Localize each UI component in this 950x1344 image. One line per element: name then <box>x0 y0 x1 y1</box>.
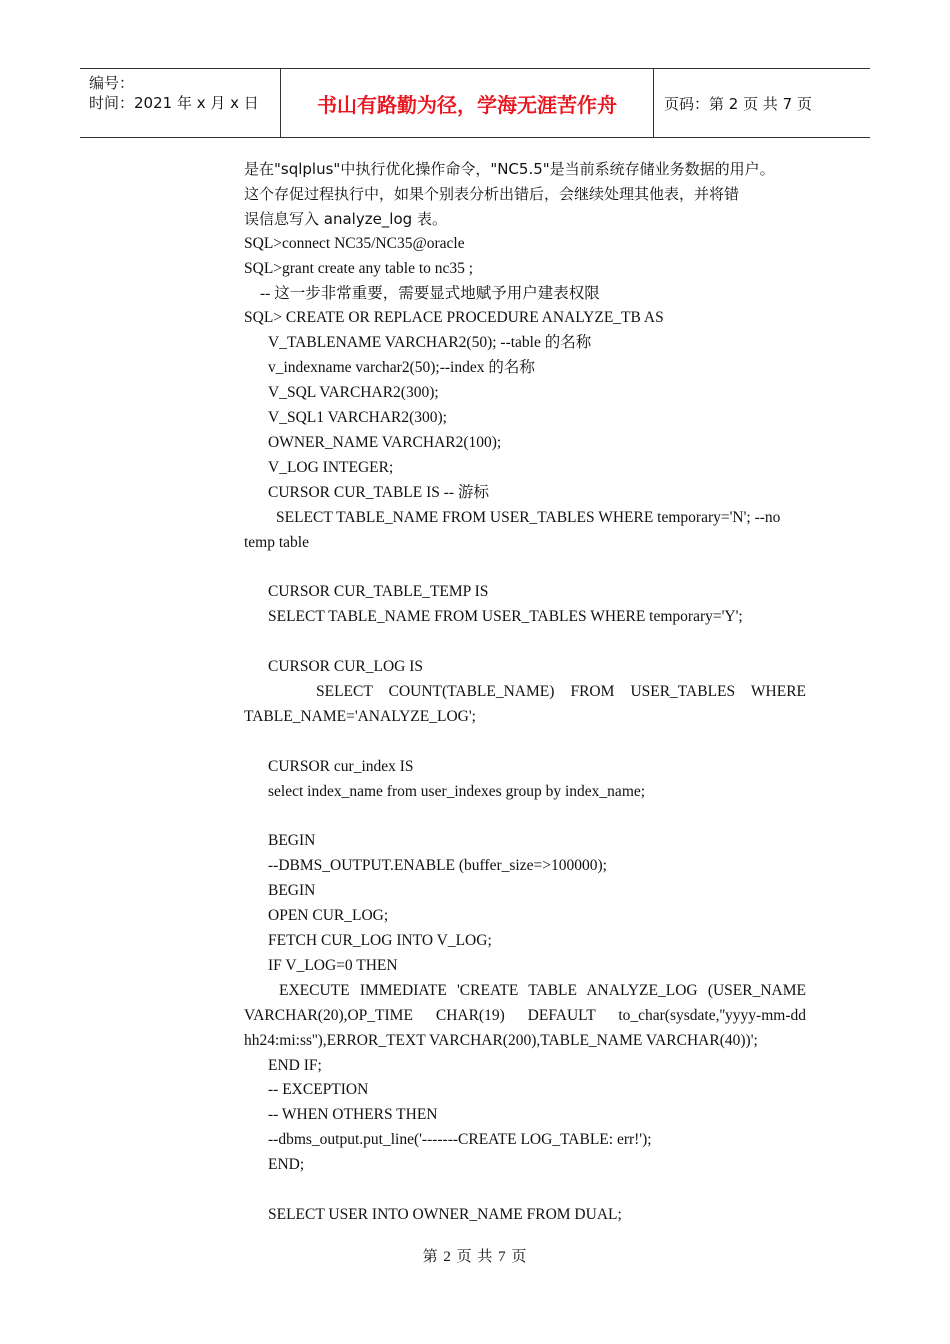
code-line: CURSOR CUR_TABLE IS -- 游标 <box>268 483 489 501</box>
code-line: BEGIN <box>268 882 316 900</box>
code-line: V_TABLENAME VARCHAR2(50); --table 的名称 <box>268 334 592 352</box>
blank-line <box>244 556 806 581</box>
sql-create-procedure-line: SQL> CREATE OR REPLACE PROCEDURE ANALYZE_TB AS <box>244 309 664 327</box>
code-line: END IF; <box>268 1056 322 1074</box>
code-line: select index_name from user_indexes group by index_name; <box>268 782 646 800</box>
code-line: V_LOG INTEGER; <box>268 458 394 476</box>
code-line: -- EXCEPTION <box>268 1081 369 1099</box>
blank-line <box>244 630 806 655</box>
blank-line <box>244 1178 806 1203</box>
code-line: OWNER_NAME VARCHAR2(100); <box>268 433 502 451</box>
code-line: v_indexname varchar2(50);--index 的名称 <box>268 359 535 377</box>
intro-line: 误信息写入 analyze_log 表。 <box>244 209 447 228</box>
intro-line: 是在"sqlplus"中执行优化操作命令，"NC5.5"是当前系统存储业务数据的用户。 <box>244 160 775 178</box>
code-line: CURSOR CUR_LOG IS <box>268 658 424 676</box>
blank-line <box>244 805 806 830</box>
sql-grant-line: SQL>grant create any table to nc35 ; <box>244 259 474 277</box>
code-line: SELECT TABLE_NAME FROM USER_TABLES WHERE temporary='Y'; <box>268 608 743 626</box>
header-meta <box>80 69 281 137</box>
code-line: SELECT USER INTO OWNER_NAME FROM DUAL; <box>268 1205 622 1223</box>
code-line: -- WHEN OTHERS THEN <box>268 1106 438 1124</box>
header-page-info: 页码：第 2 页 共 7 页 <box>664 94 812 113</box>
code-line: V_SQL1 VARCHAR2(300); <box>268 409 447 427</box>
code-line: CURSOR CUR_TABLE_TEMP IS <box>268 583 489 601</box>
code-line: --DBMS_OUTPUT.ENABLE (buffer_size=>100000); <box>268 857 607 875</box>
document-time-label: 时间：2021 年 x 月 x 日 <box>89 94 259 112</box>
code-line: CURSOR cur_index IS <box>268 757 414 775</box>
code-line: OPEN CUR_LOG; <box>268 907 389 925</box>
code-line: SELECT COUNT(TABLE_NAME) FROM USER_TABLES WHERE TABLE_NAME='ANALYZE_LOG'; <box>244 683 806 725</box>
header-motto: 书山有路勤为径，学海无涯苦作舟 <box>281 69 654 137</box>
sql-connect-line: SQL>connect NC35/NC35@oracle <box>244 234 465 252</box>
code-line: BEGIN <box>268 832 316 850</box>
document-body <box>244 157 806 1228</box>
code-line: SELECT TABLE_NAME FROM USER_TABLES WHERE temporary='N'; --no temp table <box>244 508 781 551</box>
code-line: --dbms_output.put_line('-------CREATE LOG_TABLE: err!'); <box>268 1131 652 1149</box>
grant-comment-line: -- 这一步非常重要，需要显式地赋予用户建表权限 <box>260 284 600 302</box>
code-line: IF V_LOG=0 THEN <box>268 956 398 974</box>
page-header <box>80 68 870 138</box>
code-line: FETCH CUR_LOG INTO V_LOG; <box>268 932 492 950</box>
blank-line <box>244 730 806 755</box>
code-line: V_SQL VARCHAR2(300); <box>268 384 439 402</box>
code-line: EXECUTE IMMEDIATE 'CREATE TABLE ANALYZE_LOG (USER_NAME VARCHAR(20),OP_TIME CHAR(19) DEFAULT to_char(sysdate,''yyyy-mm-dd hh24:mi:ss''),ERROR_TEXT VARCHAR(200),TABLE_NAME VARCHAR(40))'; <box>244 981 806 1049</box>
intro-line: 这个存促过程执行中，如果个别表分析出错后，会继续处理其他表，并将错 <box>244 184 740 203</box>
document-number-label: 编号： <box>89 74 135 92</box>
code-line: END; <box>268 1156 305 1174</box>
page-footer: 第 2 页 共 7 页 <box>422 1249 528 1265</box>
